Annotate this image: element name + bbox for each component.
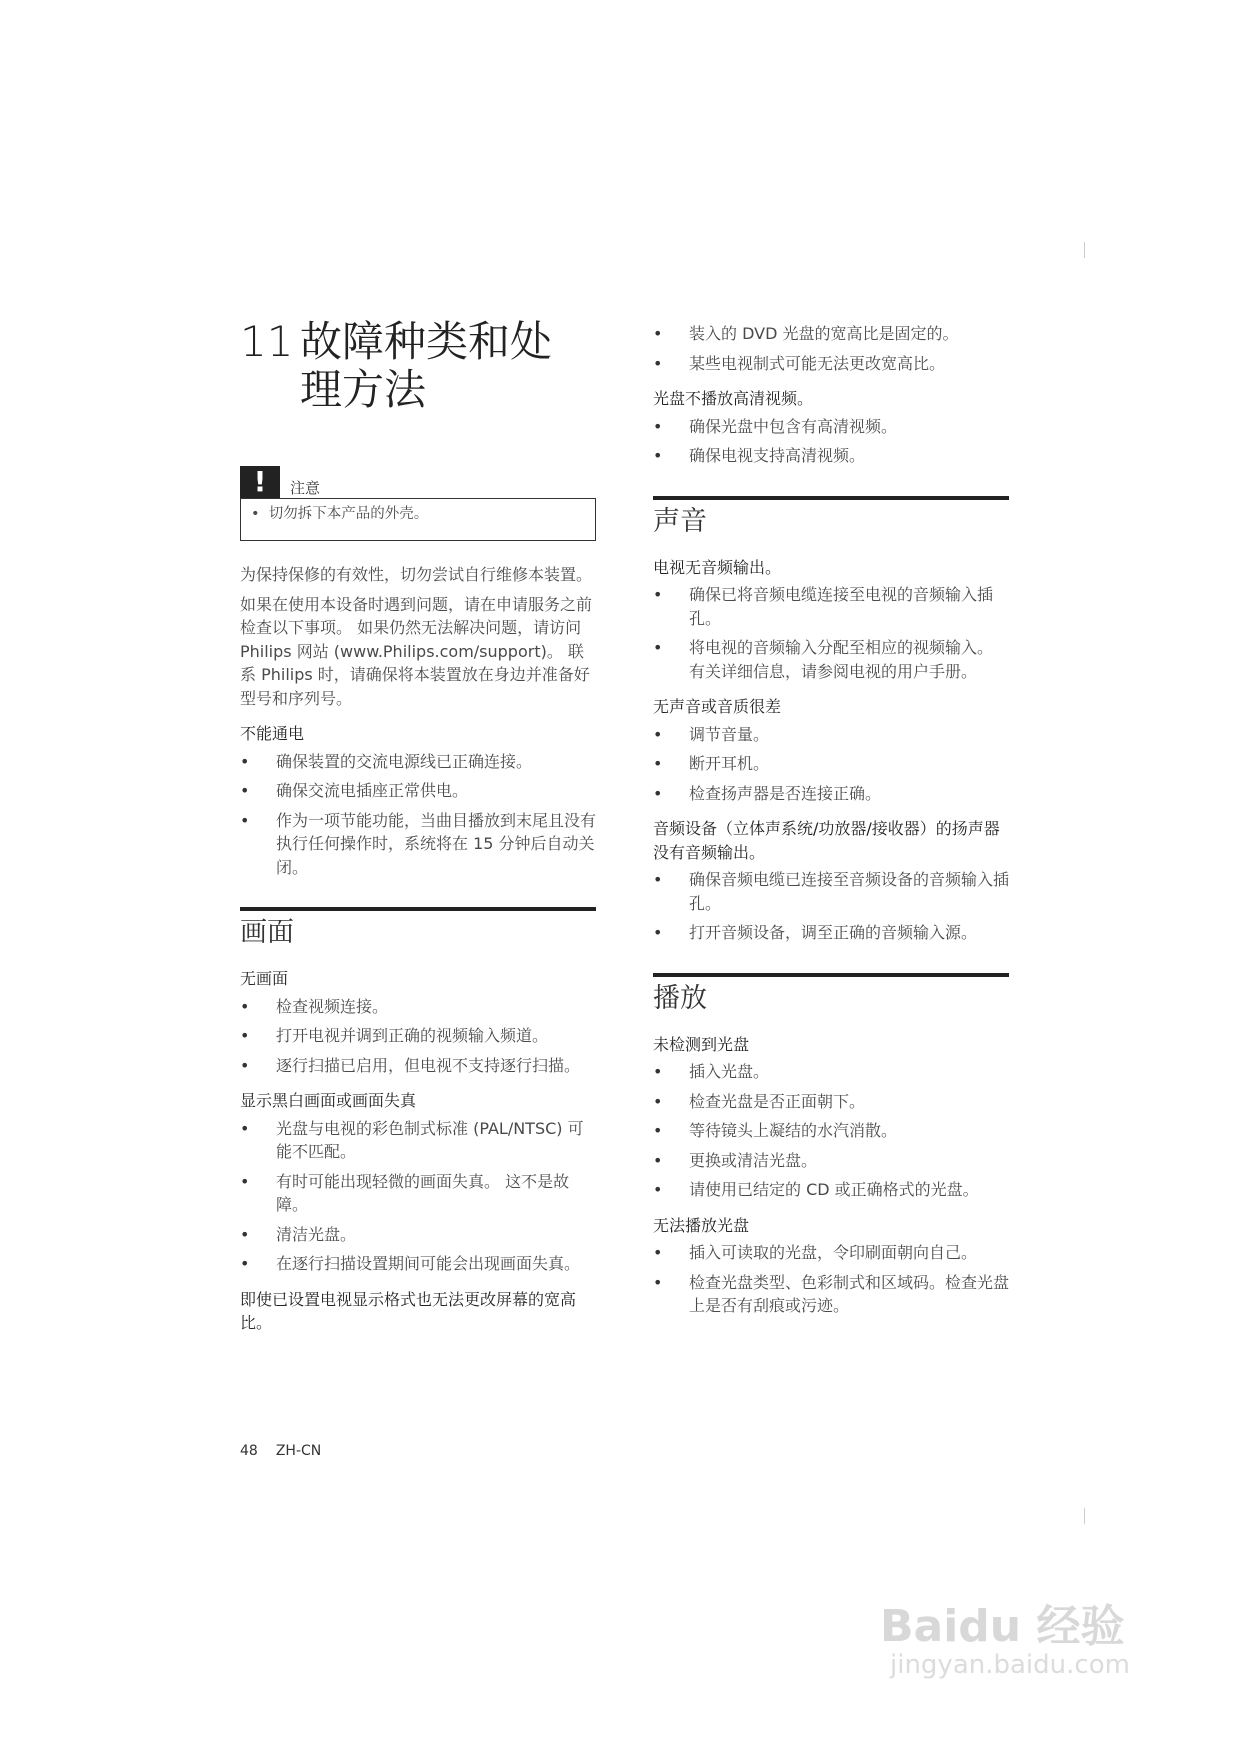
caution-label: 注意 — [290, 479, 321, 497]
subheading: 光盘不播放高清视频。 — [653, 389, 814, 408]
list-item: • 检查光盘类型、色彩制式和区域码。检查光盘上是否有刮痕或污迹。 — [653, 1271, 1009, 1318]
caution-item: 切勿拆下本产品的外壳。 — [268, 506, 429, 522]
subheading: 即使已设置电视显示格式也无法更改屏幕的宽高比。 — [240, 1289, 577, 1332]
list-item: • 检查视频连接。 — [240, 995, 596, 1019]
baidu-watermark-logo: Baidu 经验 — [880, 1601, 1125, 1652]
list-item: • 更换或清洁光盘。 — [653, 1149, 1009, 1173]
section-title: 画面 — [240, 907, 596, 951]
left-column — [240, 318, 596, 1339]
bullet: • — [251, 506, 269, 522]
intro-paragraph: 如果在使用本设备时遇到问题，请在申请服务之前检查以下事项。 如果仍然无法解决问题，请访问 Philips 网站 (www.Philips.com/support)。 联系 Philips 时，请确保将本装置放在身边并准备好型号和序列号。 — [240, 594, 593, 708]
list-item: • 确保装置的交流电源线已正确连接。 — [240, 750, 596, 774]
subheading: 显示黑白画面或画面失真 — [240, 1091, 417, 1110]
page-number: 48 — [240, 1443, 258, 1459]
subheading: 无声音或音质很差 — [653, 697, 782, 716]
crop-mark — [1084, 242, 1085, 258]
title-line: 故障种类和处 — [300, 317, 553, 366]
intro-paragraph: 为保持保修的有效性，切勿尝试自行维修本装置。 — [240, 565, 593, 584]
caution-box — [240, 466, 596, 541]
list-item: • 在逐行扫描设置期间可能会出现画面失真。 — [240, 1252, 596, 1276]
list-item: • 打开音频设备，调至正确的音频输入源。 — [653, 921, 1009, 945]
title-line: 理方法 — [300, 365, 427, 414]
list-item: • 确保交流电插座正常供电。 — [240, 779, 596, 803]
subheading: 无法播放光盘 — [653, 1215, 750, 1235]
list-item: • 作为一项节能功能，当曲目播放到末尾且没有执行任何操作时，系统将在 15 分钟后自动关闭。 — [240, 809, 596, 880]
list-item: • 逐行扫描已启用，但电视不支持逐行扫描。 — [240, 1054, 596, 1078]
subheading: 无画面 — [240, 969, 289, 988]
list-item: • 光盘与电视的彩色制式标准 (PAL/NTSC) 可能不匹配。 — [240, 1117, 596, 1164]
baidu-watermark-url: jingyan.baidu.com — [890, 1650, 1130, 1680]
exclamation-icon: ! — [240, 466, 280, 498]
subheading: 电视无音频输出。 — [653, 557, 782, 577]
list-item: • 确保音频电缆已连接至音频设备的音频输入插孔。 — [653, 868, 1009, 915]
subheading: 未检测到光盘 — [653, 1034, 750, 1054]
list-item: • 清洁光盘。 — [240, 1223, 596, 1247]
section-title: 播放 — [653, 973, 1009, 1017]
list-item: • 调节音量。 — [653, 723, 1009, 747]
subheading: 音频设备（立体声系统/功放器/接收器）的扬声器没有音频输出。 — [653, 819, 1000, 862]
list-item: • 确保已将音频电缆连接至电视的音频输入插孔。 — [653, 583, 1009, 630]
section-title: 声音 — [653, 496, 1009, 540]
subheading: 不能通电 — [240, 724, 305, 743]
list-item: • 确保光盘中包含有高清视频。 — [653, 415, 1009, 439]
list-item: • 检查扬声器是否连接正确。 — [653, 782, 1009, 806]
list-item: • 等待镜头上凝结的水汽消散。 — [653, 1119, 1009, 1143]
list-item: • 请使用已结定的 CD 或正确格式的光盘。 — [653, 1178, 1009, 1202]
list-item: • 断开耳机。 — [653, 752, 1009, 776]
list-item: • 打开电视并调到正确的视频输入频道。 — [240, 1024, 596, 1048]
right-column — [653, 322, 1009, 1324]
list-item: • 某些电视制式可能无法更改宽高比。 — [653, 352, 1009, 376]
list-item: • 确保电视支持高清视频。 — [653, 444, 1009, 468]
page-footer — [240, 1443, 339, 1459]
list-item: • 插入光盘。 — [653, 1060, 1009, 1084]
list-item: • 将电视的音频输入分配至相应的视频输入。 有关详细信息，请参阅电视的用户手册。 — [653, 636, 1009, 683]
crop-mark — [1084, 1508, 1085, 1524]
chapter-title — [240, 318, 596, 414]
list-item: • 装入的 DVD 光盘的宽高比是固定的。 — [653, 322, 1009, 346]
language-code: ZH-CN — [275, 1443, 322, 1459]
chapter-number: 11 — [240, 317, 294, 366]
list-item: • 检查光盘是否正面朝下。 — [653, 1090, 1009, 1114]
list-item: • 有时可能出现轻微的画面失真。 这不是故障。 — [240, 1170, 596, 1217]
list-item: • 插入可读取的光盘，令印刷面朝向自己。 — [653, 1241, 1009, 1265]
